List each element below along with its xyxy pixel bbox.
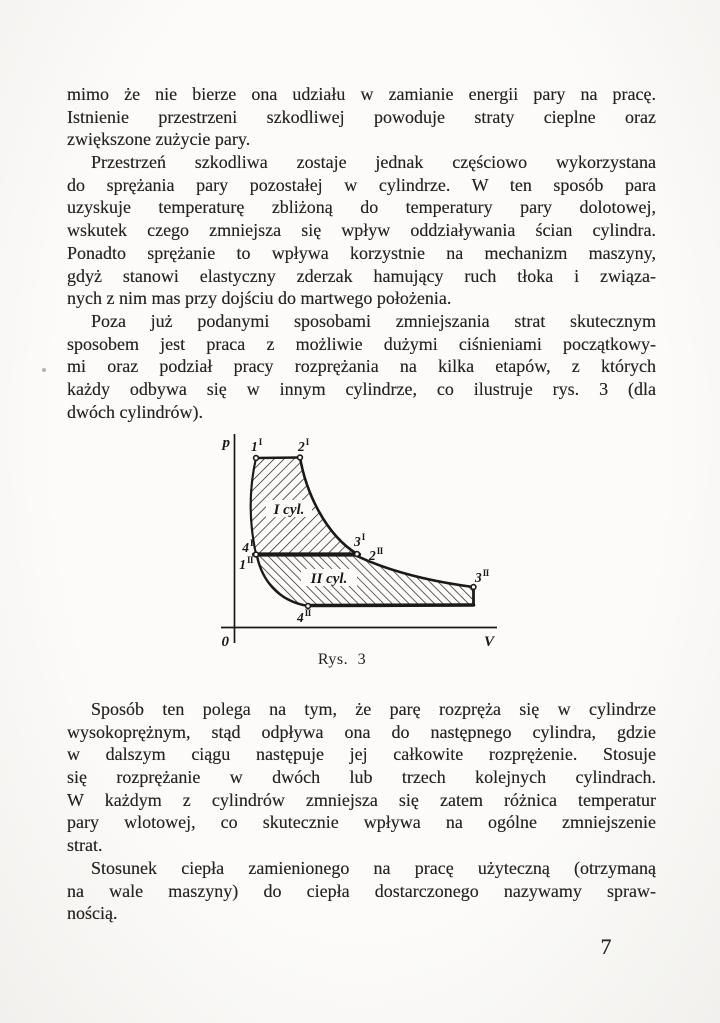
- pv-diagram: [180, 420, 510, 678]
- axis-label-v: V: [483, 634, 495, 650]
- point-label-2-II: $2^{II}$: [369, 546, 383, 563]
- point-label-1-II: $1^{II}$: [239, 555, 253, 572]
- point-label-2-I: $2^I$: [298, 437, 309, 454]
- body-text-lower: [67, 698, 656, 925]
- point-label-4-II: $4^{II}$: [297, 608, 311, 625]
- cylinder-2-area: [257, 555, 474, 606]
- text-line: mi oraz podział pracy rozprężania na kilka etapów, z których: [67, 356, 656, 377]
- text-line: każdy odbywa się w innym cylindrze, co ilustruje rys. 3 (dla: [67, 378, 656, 399]
- text-line: uzyskuje temperaturę zbliżoną do temperatury pary dolotowej,: [67, 197, 656, 218]
- text-line: pary wlotowej, co skutecznie wpływa na ogólne zmniejszenie: [67, 812, 656, 833]
- point-label-1-I: $1^I$: [251, 437, 262, 454]
- text-line: mimo że nie bierze ona udziału w zamianie energii pary na pracę.: [67, 84, 656, 104]
- point-label-4-I: $4^I$: [242, 538, 253, 555]
- text-line: Przestrzeń szkodliwa zostaje jednak częściowo wykorzystana: [91, 152, 656, 173]
- text-line: dwóch cylindrów).: [67, 401, 203, 422]
- text-line: Sposób ten polega na tym, że parę rozpręża się w cylindrze: [91, 699, 656, 719]
- text-line: Ponadto sprężanie to wpływa korzystnie na mechanizm maszyny,: [67, 242, 656, 263]
- page-number: 7: [600, 934, 612, 959]
- text-line: wysokoprężnym, stąd odpływa ona do następnego cylindra, gdzie: [67, 721, 656, 742]
- text-line: nością.: [67, 903, 118, 924]
- text-line: strat.: [67, 835, 103, 856]
- point-label-3-I: $3^I$: [354, 532, 365, 549]
- axis-label-origin: 0: [221, 634, 229, 650]
- text-line: W każdym z cylindrów zmniejsza się zatem różnica temperatur: [67, 789, 656, 810]
- text-line: zwiększone zużycie pary.: [67, 129, 251, 150]
- text-line: na wale maszyny) do ciepła dostarczonego nazywamy spraw-: [67, 880, 656, 901]
- text-line: wskutek czego zmniejsza się wpływ oddziaływania ścian cylindra.: [67, 220, 656, 241]
- text-line: się rozprężanie w dwóch lub trzech kolejnych cylindrach.: [67, 767, 656, 788]
- text-line: Istnienie przestrzeni szkodliwej powoduje straty cieplne oraz: [67, 106, 656, 127]
- axis-label-p: p: [222, 435, 230, 451]
- text-line: gdyż stanowi elastyczny zderzak hamujący ruch tłoka i związa-: [67, 265, 656, 286]
- figure-caption: Rys. 3: [317, 651, 367, 668]
- text-line: nych z nim mas przy dojściu do martwego położenia.: [67, 288, 452, 309]
- text-line: Stosunek ciepła zamienionego na pracę użyteczną (otrzymaną: [91, 857, 656, 878]
- point-label-3-II: $3^{II}$: [475, 568, 489, 585]
- body-text-upper: [67, 83, 656, 423]
- region-label-cylinder-2: II cyl.: [310, 571, 348, 587]
- text-line: do sprężania pary pozostałej w cylindrze. W ten sposób para: [67, 174, 656, 195]
- text-line: Poza już podanymi sposobami zmniejszania strat skutecznym: [91, 310, 656, 331]
- text-line: sposobem jest praca z możliwie dużymi ciśnieniami początkowy-: [67, 333, 656, 354]
- scan-speck: [42, 368, 46, 372]
- figure-rys-3: [180, 420, 510, 678]
- text-line: w dalszym ciągu następuje jej całkowite rozprężenie. Stosuje: [67, 744, 656, 765]
- region-label-cylinder-1: I cyl.: [273, 502, 305, 518]
